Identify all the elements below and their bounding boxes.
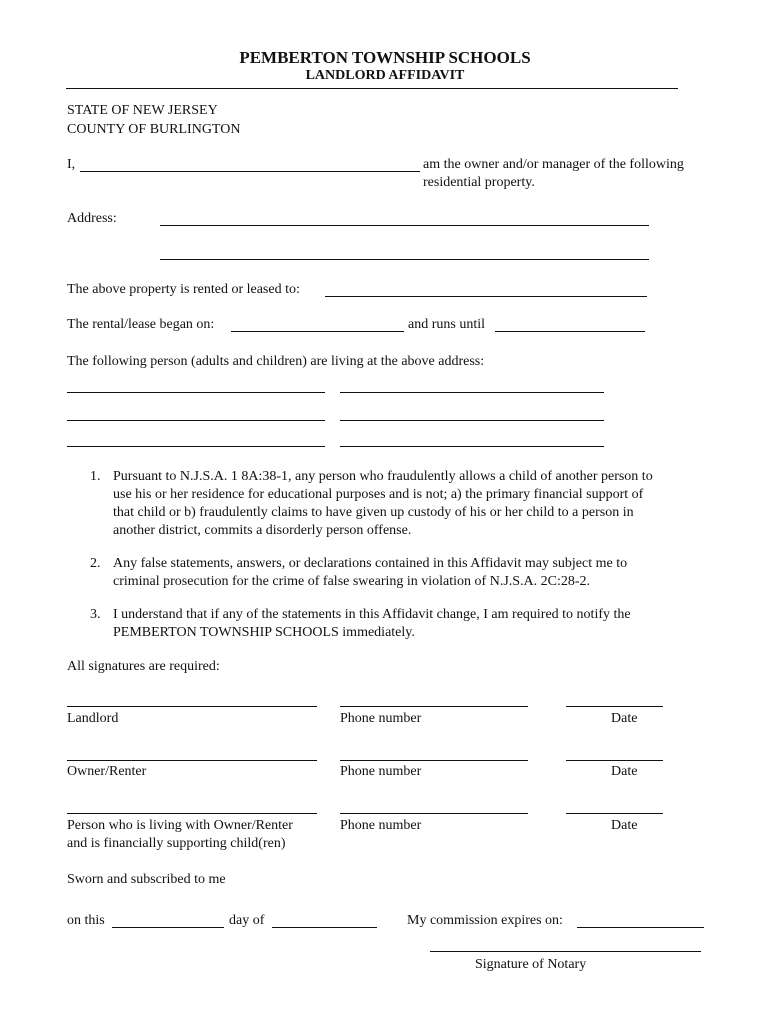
address-line2-field[interactable] — [160, 259, 649, 260]
occupants-label: The following person (adults and children) are living at the above address: — [67, 354, 485, 369]
form-title: PEMBERTON TOWNSHIP SCHOOLS — [239, 48, 531, 67]
occupant-field-3[interactable] — [67, 420, 325, 421]
form-subtitle: LANDLORD AFFIDAVIT — [305, 68, 465, 83]
address-label: Address: — [67, 211, 117, 226]
owner-renter-phone-field[interactable] — [340, 760, 528, 761]
statement-line: criminal prosecution for the crime of false swearing in violation of N.J.S.A. 2C:28-2. — [113, 574, 591, 589]
statement-line: Any false statements, answers, or declarations contained in this Affidavit may subject me to — [113, 556, 628, 571]
lease-began-field[interactable] — [231, 331, 404, 332]
supporting-person-date-field[interactable] — [566, 813, 663, 814]
owner-renter-date-field[interactable] — [566, 760, 663, 761]
on-this-label: on this — [67, 913, 105, 928]
county-label: COUNTY OF BURLINGTON — [67, 122, 241, 137]
statement-number: 2. — [90, 556, 101, 571]
phone-label: Phone number — [340, 764, 422, 779]
statement-line: use his or her residence for educational purposes and is not; a) the primary financial support of — [113, 487, 644, 502]
statement-line: that child or b) fraudulently claims to have given up custody of his or her child to a person in — [113, 505, 634, 520]
landlord-phone-field[interactable] — [340, 706, 528, 707]
notary-signature-label: Signature of Notary — [475, 957, 587, 972]
owner-renter-label: Owner/Renter — [67, 764, 147, 779]
phone-label: Phone number — [340, 818, 422, 833]
rented-to-label: The above property is rented or leased to: — [67, 282, 300, 297]
phone-label: Phone number — [340, 711, 422, 726]
date-label: Date — [611, 764, 638, 779]
sworn-label: Sworn and subscribed to me — [67, 872, 226, 887]
lease-end-field[interactable] — [495, 331, 645, 332]
occupant-field-5[interactable] — [67, 446, 325, 447]
statement-line: PEMBERTON TOWNSHIP SCHOOLS immediately. — [113, 625, 415, 640]
supporting-person-signature-field[interactable] — [67, 813, 317, 814]
supporting-person-phone-field[interactable] — [340, 813, 528, 814]
state-label: STATE OF NEW JERSEY — [67, 103, 218, 118]
signatures-intro: All signatures are required: — [67, 659, 220, 674]
statement-line: I understand that if any of the statements in this Affidavit change, I am required to notify the — [113, 607, 631, 622]
statements-list — [90, 468, 713, 657]
statement-number: 3. — [90, 607, 101, 622]
statement-number: 1. — [90, 469, 101, 484]
owner-name-field[interactable] — [80, 171, 420, 172]
date-label: Date — [611, 818, 638, 833]
statement-line: another district, commits a disorderly person offense. — [113, 523, 412, 538]
supporting-person-label-line1: Person who is living with Owner/Renter — [67, 818, 293, 833]
owner-prefix: I, — [67, 157, 76, 172]
lease-runs-until-label: and runs until — [408, 317, 485, 332]
occupant-field-6[interactable] — [340, 446, 604, 447]
owner-suffix-line1: am the owner and/or manager of the following — [423, 157, 684, 172]
address-line1-field[interactable] — [160, 225, 649, 226]
occupant-field-2[interactable] — [340, 392, 604, 393]
header-rule — [66, 88, 678, 89]
statement-item — [90, 468, 713, 540]
rented-to-field[interactable] — [325, 296, 647, 297]
statement-item — [90, 555, 713, 591]
statement-line: Pursuant to N.J.S.A. 1 8A:38-1, any person who fraudulently allows a child of another person to — [113, 469, 653, 484]
commission-label: My commission expires on: — [407, 913, 563, 928]
landlord-date-field[interactable] — [566, 706, 663, 707]
supporting-person-label-line2: and is financially supporting child(ren) — [67, 836, 286, 851]
notary-signature-field[interactable] — [430, 951, 701, 952]
notary-month-field[interactable] — [272, 927, 377, 928]
landlord-label: Landlord — [67, 711, 119, 726]
commission-expiry-field[interactable] — [577, 927, 704, 928]
statement-item — [90, 606, 713, 642]
occupant-field-1[interactable] — [67, 392, 325, 393]
day-of-label: day of — [229, 913, 265, 928]
landlord-signature-field[interactable] — [67, 706, 317, 707]
owner-suffix-line2: residential property. — [423, 175, 535, 190]
lease-began-label: The rental/lease began on: — [67, 317, 215, 332]
notary-day-field[interactable] — [112, 927, 224, 928]
occupant-field-4[interactable] — [340, 420, 604, 421]
owner-renter-signature-field[interactable] — [67, 760, 317, 761]
date-label: Date — [611, 711, 638, 726]
